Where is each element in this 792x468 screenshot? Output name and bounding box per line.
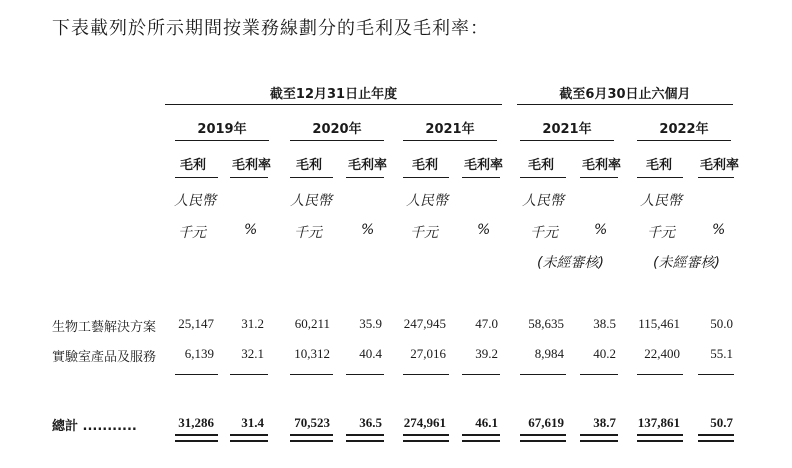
- subtotal-rule: [175, 374, 218, 375]
- total-double-rule: [698, 434, 734, 442]
- unit-percent: %: [244, 222, 258, 238]
- gross-margin-cell: 32.1: [241, 346, 264, 361]
- year-header-2019: 2019年: [197, 122, 247, 137]
- gross-profit-cell: 6,139: [184, 346, 214, 361]
- total-margin-cell: 31.4: [241, 415, 264, 430]
- total-margin-cell: 46.1: [475, 415, 498, 430]
- subtotal-rule: [462, 374, 500, 375]
- gross-margin-cell: 39.2: [475, 346, 498, 361]
- year-rule: [175, 140, 269, 141]
- unit-percent: %: [594, 222, 608, 238]
- sub-rule: [290, 177, 333, 178]
- total-margin-cell: 50.7: [710, 415, 733, 430]
- year-rule: [637, 140, 731, 141]
- sub-rule: [520, 177, 566, 178]
- unit-unaudited: (未經審核): [653, 255, 720, 271]
- col-header-profit: 毛利: [528, 158, 555, 173]
- gross-profit-cell: 58,635: [528, 316, 564, 331]
- subtotal-rule: [346, 374, 384, 375]
- total-margin-cell: 38.7: [593, 415, 616, 430]
- unit-currency: 人民幣: [522, 193, 564, 209]
- total-double-rule: [175, 434, 218, 442]
- col-header-profit: 毛利: [412, 158, 439, 173]
- year-rule: [403, 140, 497, 141]
- gross-profit-cell: 247,945: [403, 316, 446, 331]
- unit-thousand: 千元: [294, 225, 322, 241]
- total-margin-cell: 36.5: [359, 415, 382, 430]
- unit-percent: %: [361, 222, 375, 238]
- total-double-rule: [230, 434, 268, 442]
- total-profit-cell: 274,961: [403, 415, 446, 430]
- unit-unaudited: (未經審核): [537, 255, 604, 271]
- gross-margin-cell: 40.4: [359, 346, 382, 361]
- total-profit-cell: 137,861: [637, 415, 680, 430]
- total-profit-cell: 70,523: [294, 415, 330, 430]
- sub-rule: [580, 177, 618, 178]
- sub-rule: [346, 177, 384, 178]
- sub-rule: [403, 177, 449, 178]
- group-header-six-months: 截至6月30日止六個月: [559, 87, 691, 102]
- subtotal-rule: [230, 374, 268, 375]
- group-rule-six-months: [517, 104, 733, 105]
- gross-profit-cell: 10,312: [294, 346, 330, 361]
- total-label: 總計 ...........: [52, 419, 137, 434]
- gross-profit-cell: 25,147: [178, 316, 214, 331]
- total-profit-cell: 67,619: [528, 415, 564, 430]
- unit-thousand: 千元: [178, 225, 206, 241]
- subtotal-rule: [698, 374, 734, 375]
- subtotal-rule: [403, 374, 449, 375]
- group-header-year-end: 截至12月31日止年度: [269, 87, 398, 102]
- sub-rule: [637, 177, 683, 178]
- year-rule: [290, 140, 384, 141]
- year-header-2020: 2020年: [312, 122, 362, 137]
- total-double-rule: [346, 434, 384, 442]
- unit-currency: 人民幣: [406, 193, 448, 209]
- subtotal-rule: [637, 374, 683, 375]
- gross-profit-cell: 8,984: [534, 346, 564, 361]
- unit-thousand: 千元: [410, 225, 438, 241]
- col-header-margin: 毛利率: [232, 158, 272, 173]
- col-header-profit: 毛利: [296, 158, 323, 173]
- gross-margin-cell: 55.1: [710, 346, 733, 361]
- col-header-margin: 毛利率: [582, 158, 622, 173]
- sub-rule: [175, 177, 218, 178]
- gross-margin-cell: 47.0: [475, 316, 498, 331]
- total-profit-cell: 31,286: [178, 415, 214, 430]
- year-rule: [520, 140, 614, 141]
- unit-currency: 人民幣: [174, 193, 216, 209]
- gross-margin-cell: 35.9: [359, 316, 382, 331]
- unit-currency: 人民幣: [290, 193, 332, 209]
- gross-profit-cell: 27,016: [410, 346, 446, 361]
- col-header-margin: 毛利率: [464, 158, 504, 173]
- subtotal-rule: [520, 374, 566, 375]
- subtotal-rule: [580, 374, 618, 375]
- col-header-margin: 毛利率: [348, 158, 388, 173]
- sub-rule: [230, 177, 268, 178]
- gross-margin-cell: 50.0: [710, 316, 733, 331]
- row-label: 生物工藝解決方案: [52, 320, 157, 335]
- unit-percent: %: [712, 222, 726, 238]
- gross-margin-cell: 40.2: [593, 346, 616, 361]
- unit-currency: 人民幣: [640, 193, 682, 209]
- col-header-profit: 毛利: [646, 158, 673, 173]
- year-header-2021-h1: 2021年: [542, 122, 592, 137]
- unit-thousand: 千元: [530, 225, 558, 241]
- sub-rule: [698, 177, 734, 178]
- total-double-rule: [403, 434, 449, 442]
- row-label: 實驗室產品及服務: [52, 350, 157, 365]
- group-rule-year-end: [165, 104, 502, 105]
- gross-profit-cell: 115,461: [638, 316, 680, 331]
- col-header-profit: 毛利: [180, 158, 207, 173]
- subtotal-rule: [290, 374, 333, 375]
- year-header-2021: 2021年: [425, 122, 475, 137]
- intro-text: 下表載列於所示期間按業務線劃分的毛利及毛利率：: [52, 18, 489, 39]
- gross-profit-cell: 22,400: [644, 346, 680, 361]
- total-double-rule: [290, 434, 333, 442]
- total-double-rule: [520, 434, 566, 442]
- total-double-rule: [462, 434, 500, 442]
- col-header-margin: 毛利率: [700, 158, 740, 173]
- year-header-2022-h1: 2022年: [659, 122, 709, 137]
- unit-percent: %: [477, 222, 491, 238]
- gross-profit-cell: 60,211: [294, 316, 330, 331]
- gross-margin-cell: 38.5: [593, 316, 616, 331]
- total-double-rule: [637, 434, 683, 442]
- total-double-rule: [580, 434, 618, 442]
- unit-thousand: 千元: [647, 225, 675, 241]
- gross-margin-cell: 31.2: [241, 316, 264, 331]
- sub-rule: [462, 177, 500, 178]
